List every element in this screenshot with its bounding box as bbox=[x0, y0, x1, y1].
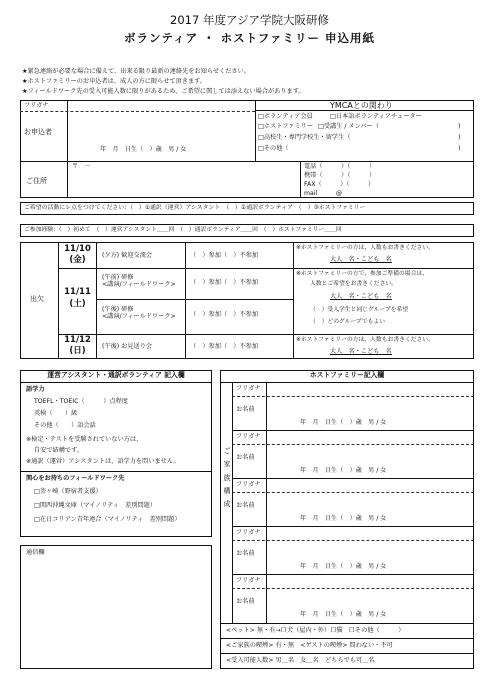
day-3-dow: (日) bbox=[69, 346, 86, 356]
ymca-close-2: ) bbox=[458, 134, 461, 141]
m5-name: お名前 bbox=[236, 598, 255, 605]
m2-furigana: フリガナ bbox=[236, 433, 261, 440]
assistant-title: 運営アシスタント・通訳ボランティア 記入欄 bbox=[47, 371, 185, 379]
m2-name: お名前 bbox=[236, 454, 255, 461]
att-group-same[interactable]: （ ）受入学生と同じグループを希望 bbox=[310, 307, 409, 313]
applicant-name-field[interactable] bbox=[70, 122, 252, 140]
assistant-note-3: ※通訳（運営）アシスタントは、語学力を問いません。 bbox=[26, 458, 180, 465]
ymca-volunteer[interactable]: □ボランティア会員 bbox=[258, 113, 313, 120]
att-group-any[interactable]: （ ）どのグループでもよい bbox=[310, 319, 386, 325]
day-2-dow: (土) bbox=[69, 299, 86, 309]
att-note-4: ※ホストファミリーの方は、人数もお書きください。 bbox=[296, 337, 434, 343]
m4-dob[interactable]: 年 月 日生（ ）歳 男 / 女 bbox=[300, 563, 387, 570]
note-2: ★ホストファミリーのお申込者は、成人の方に限らせて頂きます。 bbox=[22, 78, 206, 85]
ymca-member[interactable]: □受講生 / メンバー（ bbox=[318, 123, 379, 130]
event-morning: (午前) 研修 <講演/フィールドワーク> bbox=[102, 274, 176, 289]
address-label: ご住所 bbox=[26, 177, 47, 185]
comment-label: 通信欄 bbox=[26, 549, 45, 556]
assistant-note-2: 自安で結構です。 bbox=[34, 447, 84, 454]
day-2-date: 11/11 bbox=[64, 287, 91, 297]
m5-dob[interactable]: 年 月 日生（ ）歳 男 / 女 bbox=[300, 611, 387, 618]
m3-furigana: フリガナ bbox=[236, 481, 261, 488]
ymca-host[interactable]: □ホストファミリー bbox=[258, 123, 314, 130]
applicant-name-label: お申込者 bbox=[24, 128, 52, 136]
form-subtitle: ボランティア ・ ホストファミリー 申込用紙 bbox=[123, 31, 375, 45]
att-count-2[interactable]: 大人 名・こども 名 bbox=[330, 293, 392, 300]
mail-field[interactable]: mail @ bbox=[304, 190, 343, 197]
choice-afternoon[interactable]: （ ）参加（ ）不参加 bbox=[190, 311, 259, 318]
m4-name: お名前 bbox=[236, 550, 255, 557]
eiken-field[interactable]: 英検（ ）級 bbox=[34, 410, 78, 417]
m1-dob[interactable]: 年 月 日生（ ）歳 男 / 女 bbox=[300, 419, 387, 426]
form-title: 2017 年度アジア学院大阪研修 bbox=[170, 13, 329, 27]
choice-farewell[interactable]: （ ）参加（ ）不参加 bbox=[190, 343, 259, 350]
field-kamagasaki[interactable]: □釜ヶ崎（野宿者支援） bbox=[34, 488, 102, 495]
day-1-date: 11/10 bbox=[64, 244, 91, 254]
fax-field[interactable]: FAX（ ）（ ） bbox=[304, 181, 375, 188]
other-lang-field[interactable]: その他（ ）語会話 bbox=[34, 422, 96, 429]
pet-row[interactable]: <ペット> 無・有→口犬（屋内・外）口猫 口その他（ ） bbox=[226, 627, 405, 634]
att-count-1[interactable]: 大人 名・こども 名 bbox=[330, 256, 392, 263]
mobile-field[interactable]: 携帯（ ）（ ） bbox=[304, 172, 376, 179]
smoke-row[interactable]: <ご家族の喫煙> 有・無 <ゲストの喫煙> 問わない・不可 bbox=[226, 642, 393, 649]
field-okinawa[interactable]: □関西沖縄文庫（マイノリティ 差別問題） bbox=[34, 502, 157, 509]
note-3: ★フィールドワーク先の受入可能人数に限りがあるため、ご希望に関しては添えない場合があります。 bbox=[22, 88, 305, 95]
m1-name: お名前 bbox=[236, 406, 255, 413]
host-title: ホストファミリー記入欄 bbox=[309, 371, 385, 379]
toefl-field[interactable]: TOEFL・TOEIC（ ）点程度 bbox=[34, 398, 128, 405]
assistant-note-1: ※検定・テストを受験されていない方は、 bbox=[26, 436, 143, 443]
day-1-dow: (金) bbox=[69, 255, 86, 265]
day-3-date: 11/12 bbox=[64, 335, 91, 345]
activity-text[interactable]: ご希望の活動にレ点をつけてください：（ ）①通訳（運営）アシスタント （ ）②通訳ボランティア （ ）③ホストファミリー bbox=[24, 205, 366, 211]
ymca-close-3: ) bbox=[458, 145, 461, 152]
ymca-title: YMCAとの関わり bbox=[330, 101, 393, 110]
m1-furigana: フリガナ bbox=[236, 385, 261, 392]
furigana-label: フリガナ bbox=[24, 102, 49, 109]
applicant-dob[interactable]: 年 月 日生（ ）歳 男 / 女 bbox=[100, 146, 187, 153]
family-label: ご家族構成 bbox=[223, 447, 231, 509]
att-count-3[interactable]: 大人 名・こども 名 bbox=[330, 348, 392, 355]
event-afternoon: (午後) 研修 <講演/フィールドワーク> bbox=[102, 306, 176, 321]
field-korean[interactable]: □在日コリアン青年連合（マイノリティ 差別問題） bbox=[34, 516, 181, 523]
m2-dob[interactable]: 年 月 日生（ ）歳 男 / 女 bbox=[300, 467, 387, 474]
event-farewell: (午後) お見送り会 bbox=[102, 343, 153, 350]
postal-code[interactable]: 〒 － bbox=[72, 163, 91, 170]
phone-field[interactable]: 電話（ ）（ ） bbox=[304, 163, 376, 170]
att-note-1: ※ホストファミリーの方は、人数もお書きください。 bbox=[296, 245, 434, 251]
ymca-tutor[interactable]: □日本語ボランティアチューター bbox=[330, 113, 422, 120]
m3-name: お名前 bbox=[236, 502, 255, 509]
choice-welcome[interactable]: （ ）参加（ ）不参加 bbox=[190, 252, 259, 259]
lang-label: 語学力 bbox=[26, 386, 45, 393]
m5-furigana: フリガナ bbox=[236, 577, 261, 584]
m4-furigana: フリガナ bbox=[236, 529, 261, 536]
comment-box[interactable] bbox=[20, 545, 212, 669]
choice-morning[interactable]: （ ）参加（ ）不参加 bbox=[190, 279, 259, 286]
attendance-label: 出欠 bbox=[30, 295, 44, 303]
att-note-3: 人数とご希望をお書きください。 bbox=[310, 281, 397, 287]
m3-dob[interactable]: 年 月 日生（ ）歳 男 / 女 bbox=[300, 515, 387, 522]
capacity-row[interactable]: <受入可能人数> 男＿名 女＿名 どちらでも可＿名 bbox=[226, 657, 375, 664]
ymca-other[interactable]: □その他（ bbox=[258, 145, 289, 152]
field-title: 関心をお持ちのフィールドワーク先 bbox=[26, 475, 125, 482]
ymca-close-1: ) bbox=[458, 123, 461, 130]
att-note-2: ※ホストファミリーの方で、参加ご準備の場合は、 bbox=[296, 271, 428, 277]
experience-text[interactable]: ご参加経験：（ ）初めて （ ）運営アシスタント＿＿回 （ ）通訳ボランティア＿＿回 （ ）ホストファミリー＿＿回 bbox=[24, 227, 342, 233]
event-welcome: (夕方) 歓迎交流会 bbox=[102, 252, 153, 259]
ymca-student[interactable]: □高校生・専門学校生・留学生（ bbox=[258, 134, 351, 141]
note-1: ★緊急連絡が必要な場合に備えて、出来る限り最新の連絡先をお知らせください。 bbox=[22, 68, 250, 75]
